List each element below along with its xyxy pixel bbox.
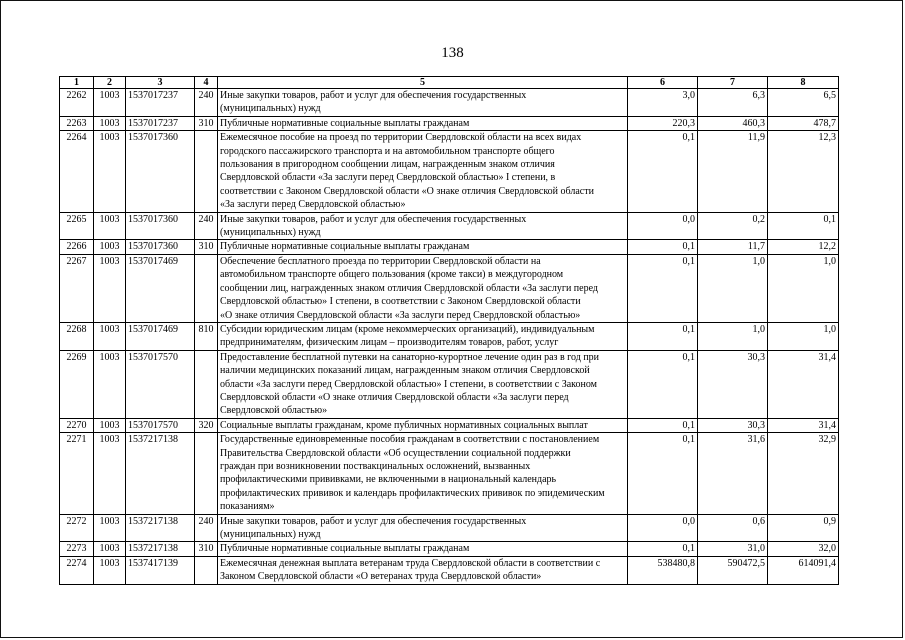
description-line: Государственные единовременные пособия гражданам в соответствии с постановлением	[220, 434, 600, 446]
target-article-cell: 1537417139	[126, 556, 195, 584]
section-code-cell: 1003	[94, 556, 126, 584]
description-line: Ежемесячная денежная выплата ветеранам труда Свердловской области в соответствии с	[220, 557, 601, 569]
description-line: Иные закупки товаров, работ и услуг для обеспечения государственных	[220, 90, 527, 101]
amount-col6-cell: 3,0	[628, 89, 698, 117]
target-article-cell: 1537017469	[126, 254, 195, 322]
description-line: автомобильном транспорте общего пользования (кроме такси) в междугородном	[220, 269, 564, 281]
table-row	[60, 433, 839, 514]
table-row	[60, 116, 839, 130]
amount-col7-cell: 11,9	[698, 131, 768, 212]
description-line: Свердловской области «О знаке отличия Свердловской области «За заслуги перед	[220, 391, 569, 403]
expense-type-cell: 240	[195, 212, 218, 240]
target-article-cell: 1537217138	[126, 514, 195, 542]
table-row	[60, 240, 839, 254]
amount-col6-cell: 0,1	[628, 418, 698, 432]
expense-type-cell	[195, 556, 218, 584]
amount-col7-cell: 1,0	[698, 254, 768, 322]
amount-col7-cell: 30,3	[698, 418, 768, 432]
section-code-cell: 1003	[94, 418, 126, 432]
amount-col6-cell: 0,1	[628, 131, 698, 212]
row-number-cell: 2272	[60, 514, 94, 542]
section-code-cell: 1003	[94, 433, 126, 514]
expense-type-cell: 310	[195, 240, 218, 254]
column-header: 2	[94, 77, 126, 89]
section-code-cell: 1003	[94, 514, 126, 542]
table-row	[60, 542, 839, 556]
column-header: 3	[126, 77, 195, 89]
target-article-cell: 1537017360	[126, 131, 195, 212]
amount-col6-cell: 0,0	[628, 212, 698, 240]
page-number: 138	[441, 45, 464, 61]
column-header: 4	[195, 77, 218, 89]
amount-col7-cell: 31,0	[698, 542, 768, 556]
amount-col7-cell: 590472,5	[698, 556, 768, 584]
expense-type-cell: 310	[195, 542, 218, 556]
budget-table	[59, 76, 839, 585]
target-article-cell: 1537017237	[126, 116, 195, 130]
description-cell	[218, 556, 628, 584]
amount-col8-cell: 1,0	[768, 254, 839, 322]
amount-col6-cell: 0,1	[628, 254, 698, 322]
row-number-cell: 2268	[60, 322, 94, 350]
table-row	[60, 89, 839, 117]
amount-col8-cell: 1,0	[768, 322, 839, 350]
description-cell	[218, 350, 628, 418]
description-line: (муниципальных) нужд	[220, 103, 321, 115]
description-cell	[218, 418, 628, 432]
section-code-cell: 1003	[94, 254, 126, 322]
target-article-cell: 1537017570	[126, 350, 195, 418]
column-numbers-row	[60, 77, 839, 89]
amount-col7-cell: 0,6	[698, 514, 768, 542]
row-number-cell: 2262	[60, 89, 94, 117]
target-article-cell: 1537017360	[126, 240, 195, 254]
row-number-cell: 2271	[60, 433, 94, 514]
description-line: Публичные нормативные социальные выплаты гражданам	[220, 117, 470, 129]
description-line: Публичные нормативные социальные выплаты гражданам	[220, 241, 470, 253]
description-line: Публичные нормативные социальные выплаты гражданам	[220, 543, 470, 555]
expense-type-cell: 810	[195, 322, 218, 350]
description-line: «За заслуги перед Свердловской областью»	[220, 199, 406, 211]
row-number-cell: 2270	[60, 418, 94, 432]
description-line: городского пассажирского транспорта и на автомобильном транспорте общего	[220, 145, 555, 157]
description-line: Свердловской области «За заслуги перед Свердловской областью» I степени, в	[220, 172, 556, 184]
description-cell	[218, 433, 628, 514]
amount-col8-cell: 12,2	[768, 240, 839, 254]
amount-col6-cell: 0,1	[628, 322, 698, 350]
description-line: Свердловской областью»	[220, 405, 328, 417]
section-code-cell: 1003	[94, 322, 126, 350]
section-code-cell: 1003	[94, 240, 126, 254]
amount-col7-cell: 6,3	[698, 89, 768, 117]
description-line: Социальные выплаты гражданам, кроме публичных нормативных социальных выплат	[220, 419, 588, 431]
row-number-cell: 2273	[60, 542, 94, 556]
table-row	[60, 254, 839, 322]
row-number-cell: 2266	[60, 240, 94, 254]
description-line: наличии медицинских показаний лицам, награжденным знаком отличия Свердловской	[220, 365, 590, 377]
description-line: соответствии с Законом Свердловской области «О знаке отличия Свердловской области	[220, 185, 594, 197]
description-line: сообщении лиц, награжденных знаком отличия Свердловской области «За заслуги перед	[220, 282, 598, 294]
row-number-cell: 2269	[60, 350, 94, 418]
description-line: Законом Свердловской области «О ветеранах труда Свердловской области»	[220, 571, 542, 583]
description-cell	[218, 131, 628, 212]
description-line: Правительства Свердловской области «Об осуществлении социальной поддержки	[220, 447, 571, 459]
description-cell	[218, 542, 628, 556]
amount-col8-cell: 31,4	[768, 418, 839, 432]
amount-col6-cell: 0,0	[628, 514, 698, 542]
column-header: 1	[60, 77, 94, 89]
description-line: показаниям»	[220, 501, 275, 513]
expense-type-cell	[195, 350, 218, 418]
amount-col8-cell: 478,7	[768, 116, 839, 130]
table-row	[60, 514, 839, 542]
row-number-cell: 2267	[60, 254, 94, 322]
expense-type-cell: 240	[195, 514, 218, 542]
amount-col6-cell: 0,1	[628, 433, 698, 514]
description-cell	[218, 322, 628, 350]
table-row	[60, 131, 839, 212]
description-line: пользования в пригородном сообщении лицам, награжденным знаком отличия	[220, 159, 555, 171]
amount-col7-cell: 460,3	[698, 116, 768, 130]
description-line: профилактических прививок и календарь профилактических прививок по эпидемическим	[220, 487, 605, 499]
description-line: профилактическими прививками, не включенными в национальный календарь	[220, 474, 557, 486]
expense-type-cell	[195, 254, 218, 322]
description-line: Предоставление бесплатной путевки на санаторно-курортное лечение один раз в год при	[220, 351, 600, 363]
section-code-cell: 1003	[94, 131, 126, 212]
column-header: 5	[218, 77, 628, 89]
description-line: Свердловской областью» I степени, в соответствии с Законом Свердловской области	[220, 296, 581, 308]
section-code-cell: 1003	[94, 350, 126, 418]
amount-col8-cell: 614091,4	[768, 556, 839, 584]
description-cell	[218, 212, 628, 240]
target-article-cell: 1537217138	[126, 542, 195, 556]
description-line: Ежемесячное пособие на проезд по территории Свердловской области на всех видах	[220, 132, 582, 144]
expense-type-cell	[195, 131, 218, 212]
description-line: (муниципальных) нужд	[220, 227, 321, 239]
amount-col8-cell: 32,9	[768, 433, 839, 514]
section-code-cell: 1003	[94, 116, 126, 130]
table-row	[60, 322, 839, 350]
amount-col8-cell: 0,1	[768, 212, 839, 240]
target-article-cell: 1537217138	[126, 433, 195, 514]
amount-col6-cell: 538480,8	[628, 556, 698, 584]
section-code-cell: 1003	[94, 542, 126, 556]
description-line: Иные закупки товаров, работ и услуг для обеспечения государственных	[220, 213, 527, 225]
description-line: Обеспечение бесплатного проезда по территории Свердловской области на	[220, 255, 541, 267]
row-number-cell: 2263	[60, 116, 94, 130]
description-line: предпринимателям, физическим лицам – производителям товаров, работ, услуг	[220, 337, 559, 349]
description-line: граждан при возникновении поствакцинальных осложнений, вызванных	[220, 460, 531, 472]
expense-type-cell: 320	[195, 418, 218, 432]
description-line: области «За заслуги перед Свердловской областью» I степени, в соответствии с Законом	[220, 378, 597, 390]
description-line: «О знаке отличия Свердловской области «За заслуги перед Свердловской областью»	[220, 309, 581, 321]
row-number-cell: 2264	[60, 131, 94, 212]
description-cell	[218, 514, 628, 542]
description-cell	[218, 89, 628, 117]
amount-col6-cell: 0,1	[628, 350, 698, 418]
section-code-cell: 1003	[94, 89, 126, 117]
section-code-cell: 1003	[94, 212, 126, 240]
amount-col8-cell: 32,0	[768, 542, 839, 556]
target-article-cell: 1537017469	[126, 322, 195, 350]
amount-col6-cell: 0,1	[628, 542, 698, 556]
amount-col6-cell: 220,3	[628, 116, 698, 130]
target-article-cell: 1537017360	[126, 212, 195, 240]
expense-type-cell	[195, 433, 218, 514]
column-header: 8	[768, 77, 839, 89]
description-line: Субсидии юридическим лицам (кроме некоммерческих организаций), индивидуальным	[220, 323, 595, 335]
target-article-cell: 1537017570	[126, 418, 195, 432]
expense-type-cell: 240	[195, 89, 218, 117]
description-cell	[218, 254, 628, 322]
table-row	[60, 418, 839, 432]
amount-col8-cell: 12,3	[768, 131, 839, 212]
row-number-cell: 2265	[60, 212, 94, 240]
column-header: 7	[698, 77, 768, 89]
table-row	[60, 350, 839, 418]
amount-col7-cell: 1,0	[698, 322, 768, 350]
amount-col7-cell: 0,2	[698, 212, 768, 240]
description-cell	[218, 116, 628, 130]
description-cell	[218, 240, 628, 254]
expense-type-cell: 310	[195, 116, 218, 130]
amount-col8-cell: 0,9	[768, 514, 839, 542]
table-row	[60, 556, 839, 584]
target-article-cell: 1537017237	[126, 89, 195, 117]
amount-col8-cell: 31,4	[768, 350, 839, 418]
row-number-cell: 2274	[60, 556, 94, 584]
table-row	[60, 212, 839, 240]
description-line: (муниципальных) нужд	[220, 529, 321, 540]
amount-col8-cell: 6,5	[768, 89, 839, 117]
amount-col7-cell: 30,3	[698, 350, 768, 418]
amount-col7-cell: 11,7	[698, 240, 768, 254]
description-line: Иные закупки товаров, работ и услуг для обеспечения государственных	[220, 515, 527, 527]
column-header: 6	[628, 77, 698, 89]
amount-col6-cell: 0,1	[628, 240, 698, 254]
amount-col7-cell: 31,6	[698, 433, 768, 514]
